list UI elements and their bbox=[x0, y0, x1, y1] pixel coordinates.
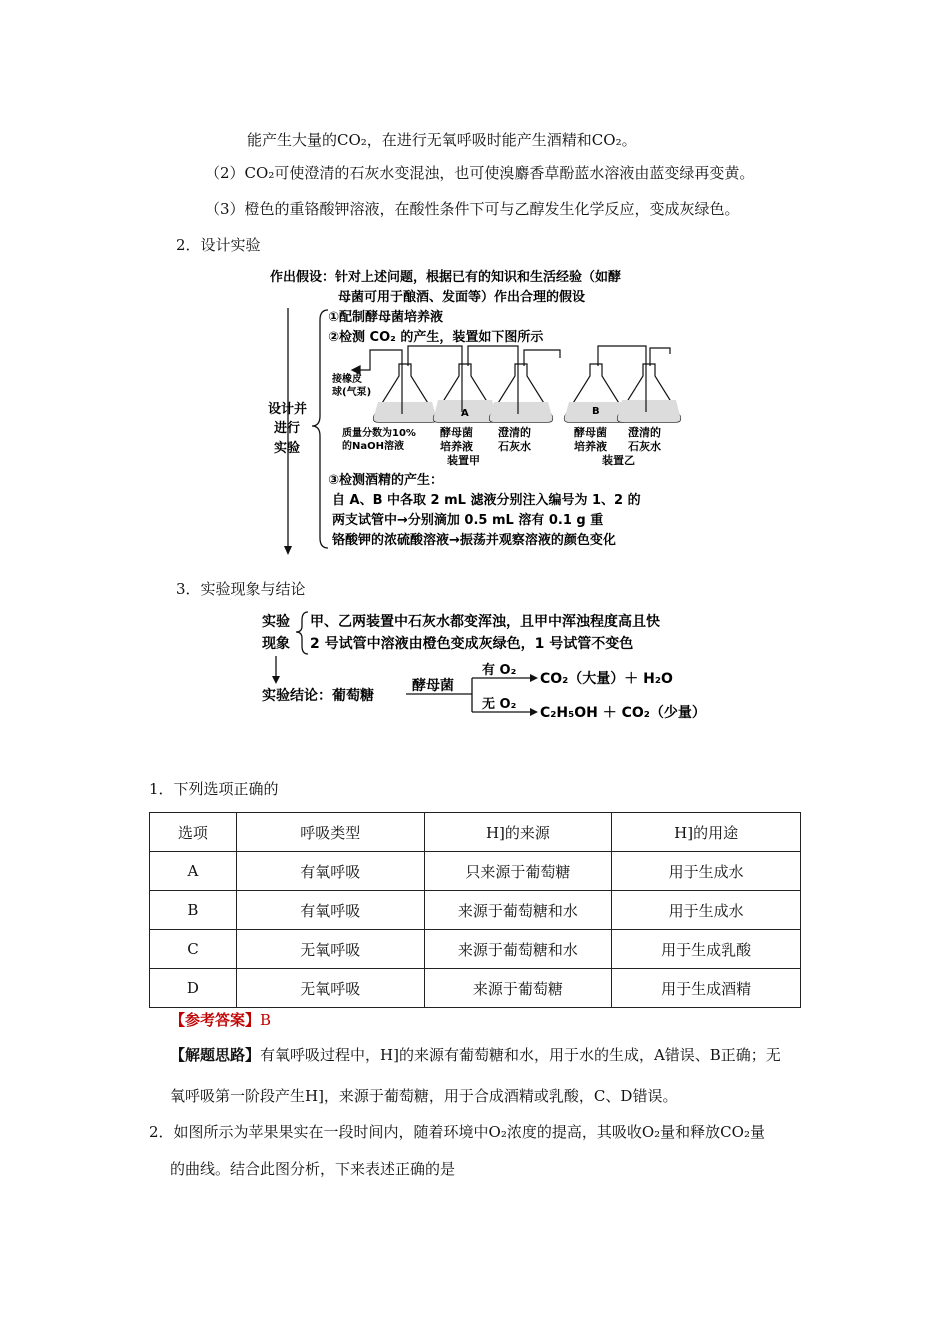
product-1: CO₂（大量）＋ H₂O bbox=[540, 671, 673, 687]
header-cell: H]的用途 bbox=[612, 813, 801, 852]
left-label-2: 进行 bbox=[274, 421, 301, 436]
lime-b-label-2: 石灰水 bbox=[628, 440, 661, 453]
q1-stem: 1．下列选项正确的 bbox=[149, 780, 279, 798]
analysis-line-2: 氧呼吸第一阶段产生H]，来源于葡萄糖，用于合成酒精或乳酸，C、D错误。 bbox=[170, 1087, 678, 1105]
lime-b-label-1: 澄清的 bbox=[628, 426, 661, 439]
section2-title: 2．设计实验 bbox=[176, 236, 261, 254]
table-cell: C bbox=[150, 930, 237, 969]
table-cell: A bbox=[150, 852, 237, 891]
table-cell: 有氧呼吸 bbox=[236, 852, 424, 891]
lime-a-label-1: 澄清的 bbox=[498, 426, 531, 439]
step-3-line-3: 铬酸钾的浓硫酸溶液→振荡并观察溶液的颜色变化 bbox=[332, 533, 616, 548]
table-cell: 无氧呼吸 bbox=[236, 930, 424, 969]
answer-value: B bbox=[260, 1011, 272, 1029]
yeast-b-label-2: 培养液 bbox=[574, 440, 607, 453]
table-cell: 只来源于葡萄糖 bbox=[424, 852, 612, 891]
table-row bbox=[150, 891, 801, 930]
table-cell: 用于生成乳酸 bbox=[612, 930, 801, 969]
answer-line bbox=[170, 1010, 271, 1030]
pump-label-2: 球(气泵) bbox=[332, 387, 372, 398]
naoh-label-2: 的NaOH溶液 bbox=[342, 441, 404, 452]
section3-title: 3．实验现象与结论 bbox=[176, 580, 306, 598]
phen-line-1: 甲、乙两装置中石灰水都变浑浊，且甲中浑浊程度高且快 bbox=[310, 614, 660, 630]
device-yi-label: 装置乙 bbox=[602, 454, 635, 467]
step-3: ③检测酒精的产生： bbox=[328, 473, 444, 488]
with-o2-label: 有 O₂ bbox=[482, 663, 517, 678]
phen-label-1: 实验 bbox=[262, 614, 290, 630]
table-row bbox=[150, 852, 801, 891]
phen-bracket bbox=[296, 612, 308, 654]
step-1: ①配制酵母菌培养液 bbox=[328, 310, 444, 325]
header-cell: 呼吸类型 bbox=[236, 813, 424, 852]
answer-label: 【参考答案】 bbox=[170, 1011, 261, 1029]
intro-line-2: （2）CO₂可使澄清的石灰水变混浊，也可使溴麝香草酚蓝水溶液由蓝变绿再变黄。 bbox=[205, 164, 755, 182]
flow-arrow-head bbox=[284, 546, 292, 555]
step-3-line-2: 两支试管中→分别滴加 0.5 mL 溶有 0.1 g 重 bbox=[332, 513, 604, 528]
table-cell: 来源于葡萄糖 bbox=[424, 969, 612, 1008]
analysis-line-1 bbox=[170, 1045, 781, 1065]
apparatus-yi bbox=[565, 346, 681, 422]
branch-arrowhead-lower bbox=[530, 708, 538, 716]
table-row bbox=[150, 969, 801, 1008]
yeast-b-label-1: 酵母菌 bbox=[574, 426, 607, 439]
table-row bbox=[150, 930, 801, 969]
yeast-a-label-2: 培养液 bbox=[440, 440, 473, 453]
phenomena-conclusion-figure bbox=[260, 608, 720, 722]
intro-line-1: 能产生大量的CO₂，在进行无氧呼吸时能产生酒精和CO₂。 bbox=[247, 131, 637, 149]
naoh-label-1: 质量分数为10% bbox=[342, 428, 416, 439]
q2-line-1: 2．如图所示为苹果果实在一段时间内，随着环境中O₂浓度的提高，其吸收O₂量和释放CO₂量 bbox=[149, 1123, 765, 1141]
table-cell: B bbox=[150, 891, 237, 930]
left-label-3: 实验 bbox=[274, 441, 301, 456]
table-cell: 用于生成水 bbox=[612, 891, 801, 930]
lime-a-label-2: 石灰水 bbox=[498, 440, 531, 453]
table-cell: D bbox=[150, 969, 237, 1008]
yeast-label: 酵母菌 bbox=[412, 678, 454, 694]
hypothesis-line-2: 母菌可用于酿酒、发面等）作出合理的假设 bbox=[338, 290, 586, 305]
table-cell: 来源于葡萄糖和水 bbox=[424, 930, 612, 969]
down-arrow-head bbox=[272, 676, 280, 684]
step-2: ②检测 CO₂ 的产生，装置如下图所示 bbox=[328, 330, 544, 345]
table-cell: 有氧呼吸 bbox=[236, 891, 424, 930]
analysis-label: 【解题思路】 bbox=[170, 1046, 261, 1064]
flask-b-letter: B bbox=[592, 406, 600, 417]
device-jia-label: 装置甲 bbox=[447, 454, 480, 467]
header-cell: H]的来源 bbox=[424, 813, 612, 852]
experiment-design-figure bbox=[260, 266, 710, 558]
table-cell: 用于生成水 bbox=[612, 852, 801, 891]
table-header-row bbox=[150, 813, 801, 852]
q2-line-2: 的曲线。结合此图分析，下来表述正确的是 bbox=[170, 1160, 456, 1178]
conclusion-label: 实验结论：葡萄糖 bbox=[262, 688, 374, 704]
header-cell: 选项 bbox=[150, 813, 237, 852]
table-cell: 无氧呼吸 bbox=[236, 969, 424, 1008]
intro-line-3: （3）橙色的重铬酸钾溶液，在酸性条件下可与乙醇发生化学反应，变成灰绿色。 bbox=[205, 200, 740, 218]
bracket bbox=[312, 310, 328, 548]
analysis-text-1: 有氧呼吸过程中，H]的来源有葡萄糖和水，用于水的生成，A错误、B正确；无 bbox=[260, 1046, 781, 1064]
left-label-1: 设计并 bbox=[268, 402, 308, 417]
branch-arrowhead-upper bbox=[530, 674, 538, 682]
step-3-line-1: 自 A、B 中各取 2 mL 滤液分别注入编号为 1、2 的 bbox=[332, 493, 641, 508]
pump-label-1: 接橡皮 bbox=[332, 374, 362, 385]
flask-a-letter: A bbox=[461, 408, 469, 419]
q1-table bbox=[149, 812, 801, 1008]
without-o2-label: 无 O₂ bbox=[482, 697, 517, 712]
table-cell: 用于生成酒精 bbox=[612, 969, 801, 1008]
table-cell: 来源于葡萄糖和水 bbox=[424, 891, 612, 930]
phen-line-2: 2 号试管中溶液由橙色变成灰绿色，1 号试管不变色 bbox=[310, 636, 634, 652]
hypothesis-line-1: 作出假设：针对上述问题，根据已有的知识和生活经验（如酵 bbox=[270, 270, 622, 285]
product-2: C₂H₅OH ＋ CO₂（少量） bbox=[540, 705, 706, 721]
apparatus-jia bbox=[352, 346, 560, 422]
yeast-a-label-1: 酵母菌 bbox=[440, 426, 473, 439]
phen-label-2: 现象 bbox=[262, 636, 290, 652]
